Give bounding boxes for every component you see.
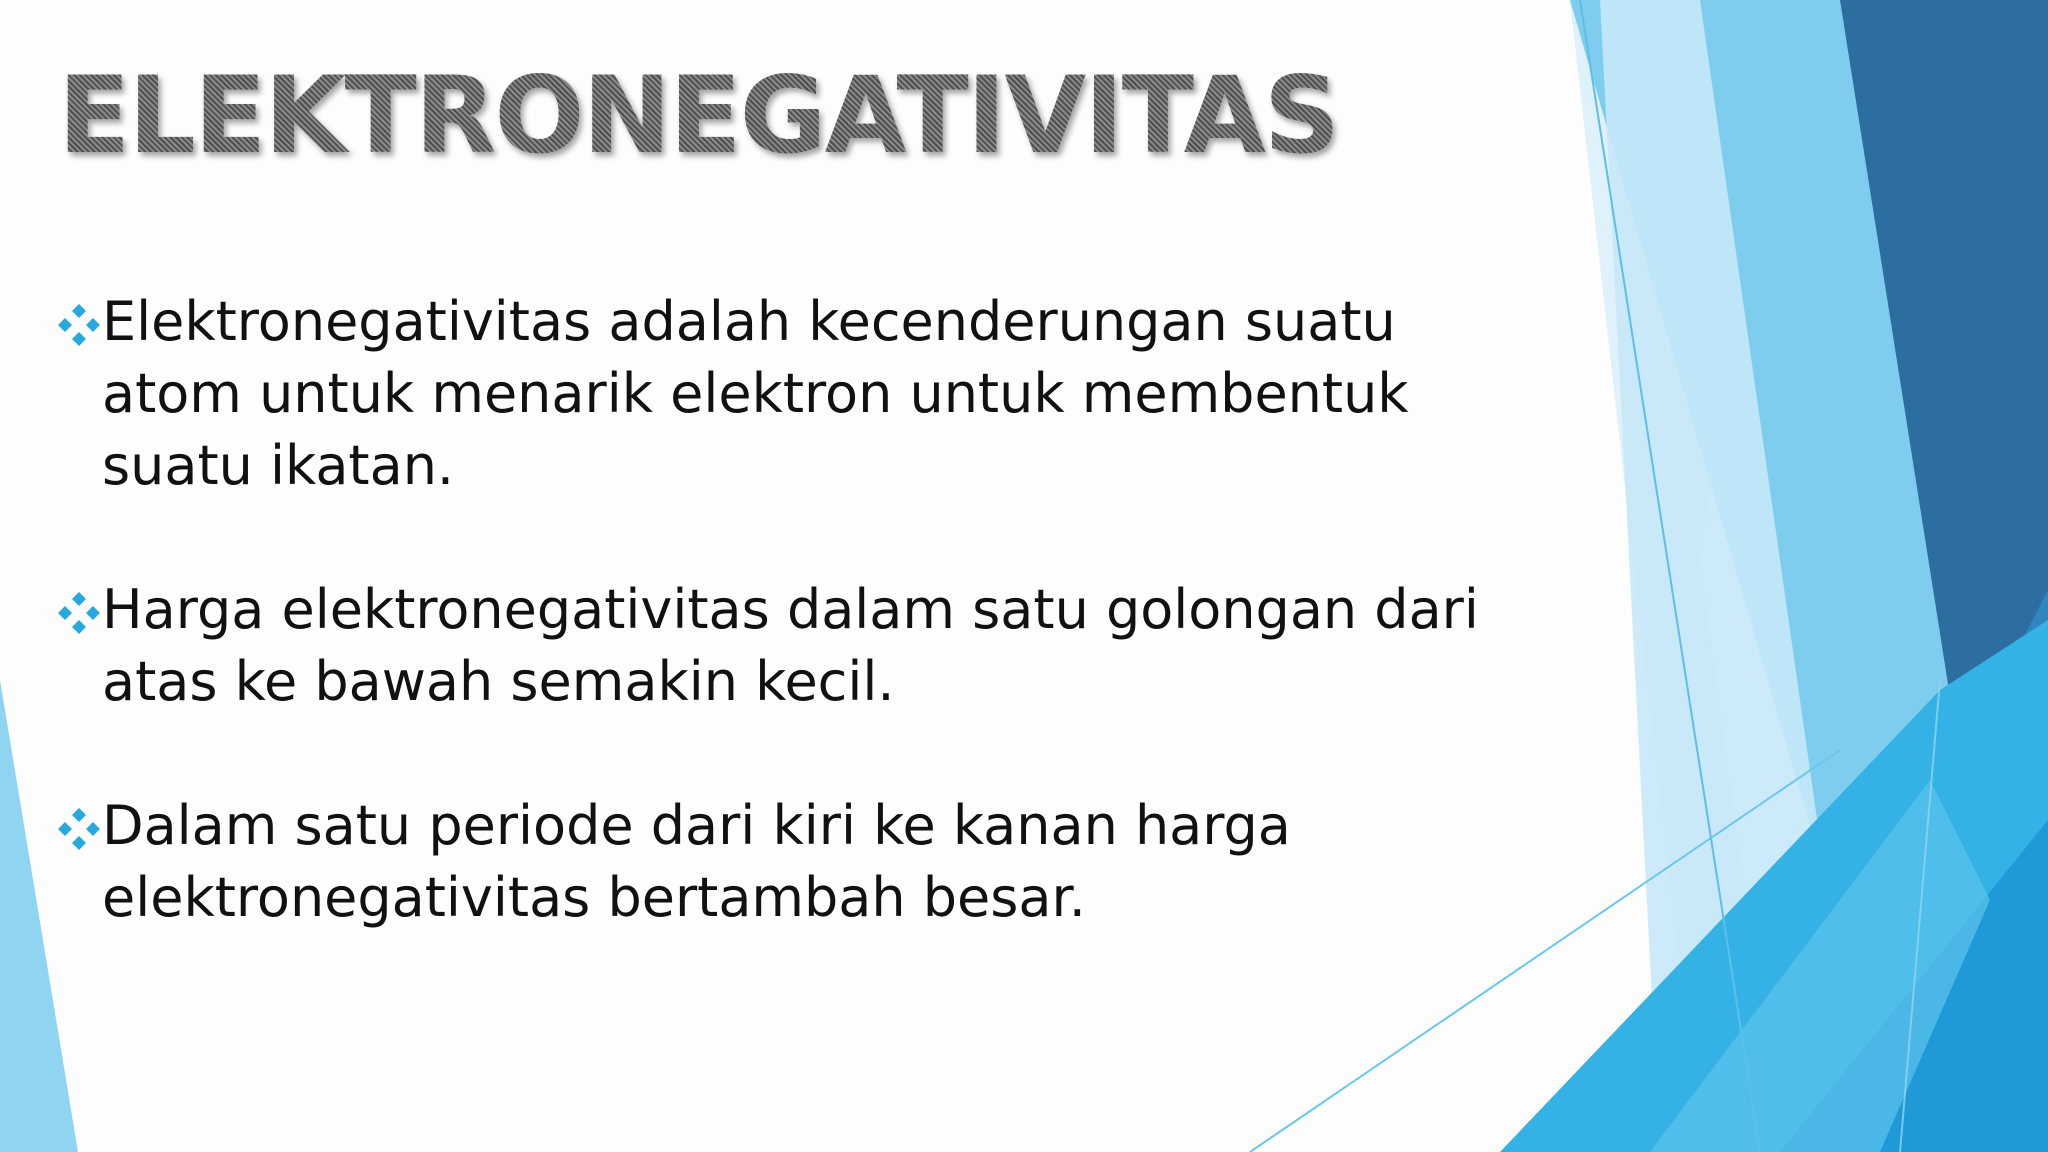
bullet-item bbox=[56, 286, 1496, 502]
diamond-bullet-icon bbox=[56, 590, 102, 636]
diamond-bullet-icon bbox=[56, 806, 102, 852]
bullet-text: Elektronegativitas adalah kecenderungan suatu atom untuk menarik elektron untuk membentuk suatu ikatan. bbox=[102, 290, 1409, 497]
bullet-text: Harga elektronegativitas dalam satu golongan dari atas ke bawah semakin kecil. bbox=[102, 578, 1479, 713]
bullet-text: Dalam satu periode dari kiri ke kanan harga elektronegativitas bertambah besar. bbox=[102, 794, 1291, 929]
bullet-item bbox=[56, 790, 1496, 934]
bullet-list bbox=[56, 286, 1496, 1006]
diamond-bullet-icon bbox=[56, 302, 102, 348]
slide-title: ELEKTRONEGATIVITAS bbox=[58, 52, 1338, 179]
bullet-item bbox=[56, 574, 1496, 718]
